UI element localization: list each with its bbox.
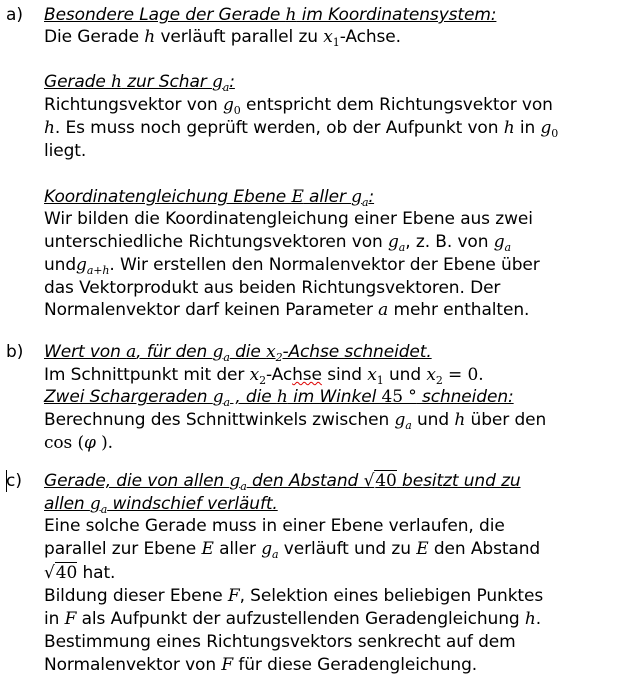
part-a-heading-ebene: Koordinatengleichung Ebene E aller $g_a$:: [44, 187, 375, 209]
part-a-heading-lage: Besondere Lage der Gerade h im Koordinatensystem:: [44, 5, 497, 25]
part-a-text-schar-2: h. Es muss noch geprüft werden, ob der Aufpunkt von h in $g_0$: [44, 118, 559, 140]
part-a-text-ebene-5: Normalenvektor darf keinen Parameter a mehr enthalten.: [44, 300, 530, 320]
spellcheck-underline: hse: [292, 365, 322, 385]
part-a-text-ebene-4: das Vektorprodukt aus beiden Richtungsvektoren. Der: [44, 278, 501, 298]
part-b-label: b): [6, 342, 24, 362]
part-a-text-schar-3: liegt.: [44, 141, 87, 161]
part-c-heading-2: allen $g_a$ windschief verläuft.: [44, 494, 278, 516]
part-b-heading-winkel: Zwei Schargeraden $g_a$ , die h im Winkel 45 ° schneiden:: [44, 387, 514, 409]
part-c-text-6: Bestimmung eines Richtungsvektors senkrecht auf dem: [44, 632, 516, 652]
part-a-label: a): [6, 5, 24, 25]
part-a-heading-schar: Gerade h zur Schar $g_a$:: [44, 72, 235, 94]
part-a-text-ebene-3: undg$_{a+h}$. Wir erstellen den Normalenvektor der Ebene über: [44, 255, 540, 277]
part-c-text-3: √40 hat.: [44, 563, 116, 583]
part-b-heading-wert: Wert von a, für den $g_a$ die $x_2$-Achse schneidet.: [44, 342, 432, 364]
part-b-text-schnittpunkt: Im Schnittpunkt mit der $x_2$-Achse sind $x_1$ und $x_2 = 0$.: [44, 365, 484, 387]
part-a-text-ebene-1: Wir bilden die Koordinatengleichung einer Ebene aus zwei: [44, 209, 533, 229]
part-a-text-schar-1: Richtungsvektor von $g_0$ entspricht dem Richtungsvektor von: [44, 95, 553, 117]
part-c-text-5: in F als Aufpunkt der aufzustellenden Geradengleichung h.: [44, 609, 542, 629]
part-a-text-lage: Die Gerade h verläuft parallel zu $x_1$-Achse.: [44, 27, 401, 49]
part-c-text-4: Bildung dieser Ebene F, Selektion eines beliebigen Punktes: [44, 586, 544, 606]
part-c-text-7: Normalenvektor von F für diese Geradengleichung.: [44, 655, 478, 675]
part-b-text-winkel-1: Berechnung des Schnittwinkels zwischen $g_a$ und h über den: [44, 410, 547, 432]
part-c-text-1: Eine solche Gerade muss in einer Ebene verlaufen, die: [44, 516, 505, 536]
part-c-heading-1: Gerade, die von allen $g_a$ den Abstand √40 besitzt und zu: [44, 471, 521, 493]
part-a-text-ebene-2: unterschiedliche Richtungsvektoren von $g_a$, z. B. von $g_a$: [44, 232, 511, 254]
part-b-text-winkel-2: cos (φ ).: [44, 433, 113, 453]
part-c-label: c): [6, 471, 22, 491]
part-c-text-2: parallel zur Ebene E aller $g_a$ verläuft und zu E den Abstand: [44, 539, 541, 561]
